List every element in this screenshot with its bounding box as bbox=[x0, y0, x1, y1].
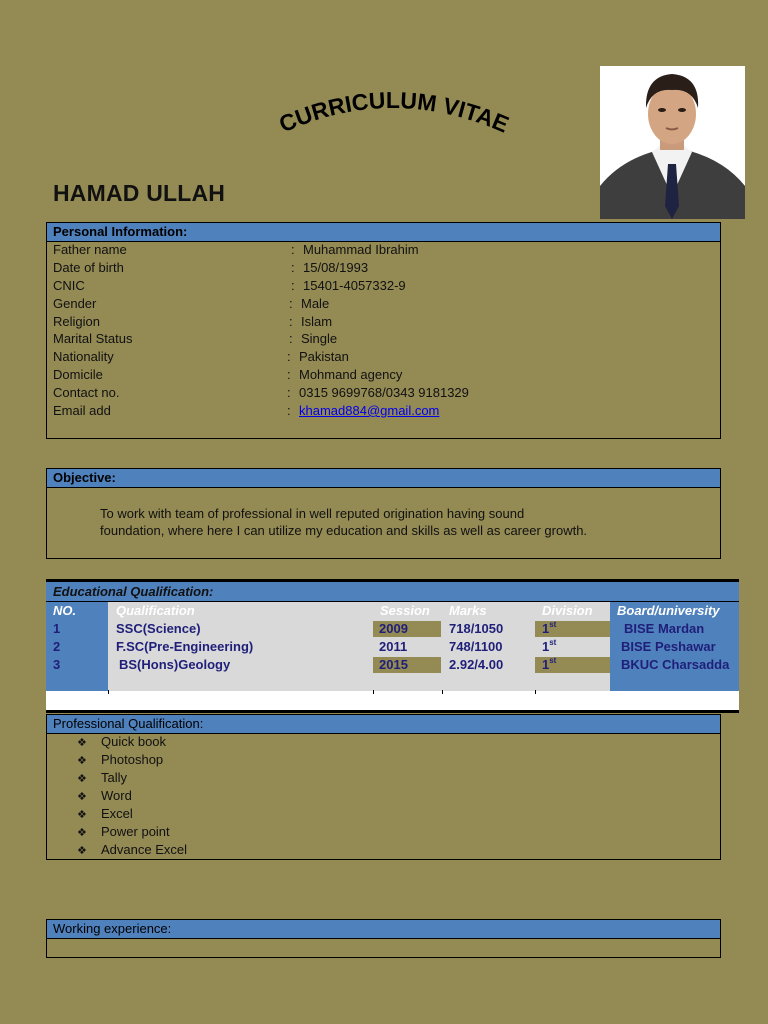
diamond-bullet-icon: ❖ bbox=[77, 809, 87, 821]
edu-empty-row bbox=[46, 691, 739, 710]
colon: : bbox=[289, 331, 293, 346]
work-experience-heading: Working experience: bbox=[47, 920, 720, 939]
colon: : bbox=[287, 403, 291, 418]
education-section bbox=[46, 579, 739, 713]
row3-session: 2015 bbox=[379, 657, 408, 672]
colon: : bbox=[291, 242, 295, 257]
row3-board: BKUC Charsadda bbox=[621, 657, 730, 672]
col-header-qualification: Qualification bbox=[116, 603, 195, 618]
colon: : bbox=[287, 367, 291, 382]
objective-text bbox=[100, 505, 700, 539]
cv-title bbox=[255, 80, 530, 150]
row1-board: BISE Mardan bbox=[624, 621, 705, 636]
row2-qualification: F.SC(Pre-Engineering) bbox=[116, 639, 254, 654]
colon: : bbox=[289, 296, 293, 311]
divider bbox=[46, 710, 739, 713]
objective-heading: Objective: bbox=[47, 469, 720, 488]
profile-photo bbox=[600, 66, 745, 219]
label-date-of-birth: Date of birth bbox=[53, 260, 124, 275]
row3-qualification: BS(Hons)Geology bbox=[119, 657, 231, 672]
label-contact: Contact no. bbox=[53, 385, 120, 400]
objective-line-2: foundation, where here I can utilize my education and skills as well as career growth. bbox=[100, 523, 588, 538]
professional-heading: Professional Qualification: bbox=[47, 715, 720, 734]
row1-qualification: SSC(Science) bbox=[116, 621, 201, 636]
diamond-bullet-icon: ❖ bbox=[77, 827, 87, 839]
list-item: ❖ Photoshop bbox=[77, 751, 163, 769]
professional-section bbox=[46, 714, 721, 860]
personal-info-heading: Personal Information: bbox=[47, 223, 720, 242]
row1-session: 2009 bbox=[379, 621, 408, 636]
diamond-bullet-icon: ❖ bbox=[77, 773, 87, 785]
label-gender: Gender bbox=[53, 296, 97, 311]
row3-division: 1st bbox=[542, 656, 557, 672]
education-heading: Educational Qualification: bbox=[46, 582, 739, 601]
diamond-bullet-icon: ❖ bbox=[77, 737, 87, 749]
list-item: ❖ Word bbox=[77, 787, 132, 805]
value-marital-status: Single bbox=[301, 331, 338, 346]
col-header-board: Board/university bbox=[617, 603, 720, 618]
colon: : bbox=[291, 260, 295, 275]
label-email: Email add bbox=[53, 403, 111, 418]
value-gender: Male bbox=[301, 296, 330, 311]
divider bbox=[442, 690, 443, 694]
diamond-bullet-icon: ❖ bbox=[77, 845, 87, 857]
label-marital-status: Marital Status bbox=[53, 331, 133, 346]
row3-marks: 2.92/4.00 bbox=[449, 657, 504, 672]
objective-section bbox=[46, 468, 721, 559]
value-contact: 0315 9699768/0343 9181329 bbox=[299, 385, 469, 400]
list-item: ❖ Excel bbox=[77, 805, 133, 823]
row2-session: 2011 bbox=[379, 639, 408, 654]
label-religion: Religion bbox=[53, 314, 100, 329]
colon: : bbox=[289, 314, 293, 329]
label-father-name: Father name bbox=[53, 242, 127, 257]
col-header-marks: Marks bbox=[449, 603, 487, 618]
divider bbox=[535, 690, 536, 694]
divider bbox=[373, 690, 374, 694]
email-link[interactable]: khamad884@gmail.com bbox=[299, 403, 440, 418]
diamond-bullet-icon: ❖ bbox=[77, 791, 87, 803]
row2-no: 2 bbox=[53, 639, 61, 654]
value-domicile: Mohmand agency bbox=[299, 367, 403, 382]
list-item: ❖ Tally bbox=[77, 769, 127, 787]
row1-division: 1st bbox=[542, 620, 557, 636]
colon: : bbox=[287, 385, 291, 400]
col-header-session: Session bbox=[380, 603, 430, 618]
row1-no: 1 bbox=[53, 621, 61, 636]
diamond-bullet-icon: ❖ bbox=[77, 755, 87, 767]
row2-board: BISE Peshawar bbox=[621, 639, 716, 654]
value-father-name: Muhammad Ibrahim bbox=[303, 242, 419, 257]
row2-marks: 748/1100 bbox=[449, 639, 503, 654]
divider bbox=[108, 690, 109, 694]
list-item: ❖ Power point bbox=[77, 823, 170, 841]
col-header-division: Division bbox=[542, 603, 593, 618]
objective-line-1: To work with team of professional in well reputed origination having sound bbox=[100, 506, 525, 521]
label-nationality: Nationality bbox=[53, 349, 114, 364]
colon: : bbox=[287, 349, 291, 364]
value-religion: Islam bbox=[301, 314, 333, 329]
work-experience-section bbox=[46, 919, 721, 958]
row3-no: 3 bbox=[53, 657, 61, 672]
list-item: ❖ Advance Excel bbox=[77, 841, 187, 859]
value-date-of-birth: 15/08/1993 bbox=[303, 260, 369, 275]
value-cnic: 15401-4057332-9 bbox=[303, 278, 406, 293]
label-cnic: CNIC bbox=[53, 278, 85, 293]
row2-division: 1st bbox=[542, 638, 557, 654]
value-nationality: Pakistan bbox=[299, 349, 349, 364]
colon: : bbox=[291, 278, 295, 293]
candidate-name: HAMAD ULLAH bbox=[53, 180, 226, 206]
svg-text:CURRICULUM VITAE: CURRICULUM VITAE bbox=[275, 86, 513, 138]
personal-info-section bbox=[46, 222, 721, 439]
label-domicile: Domicile bbox=[53, 367, 103, 382]
row1-marks: 718/1050 bbox=[449, 621, 504, 636]
list-item: ❖ Quick book bbox=[77, 733, 166, 751]
col-header-no: NO. bbox=[53, 603, 77, 618]
